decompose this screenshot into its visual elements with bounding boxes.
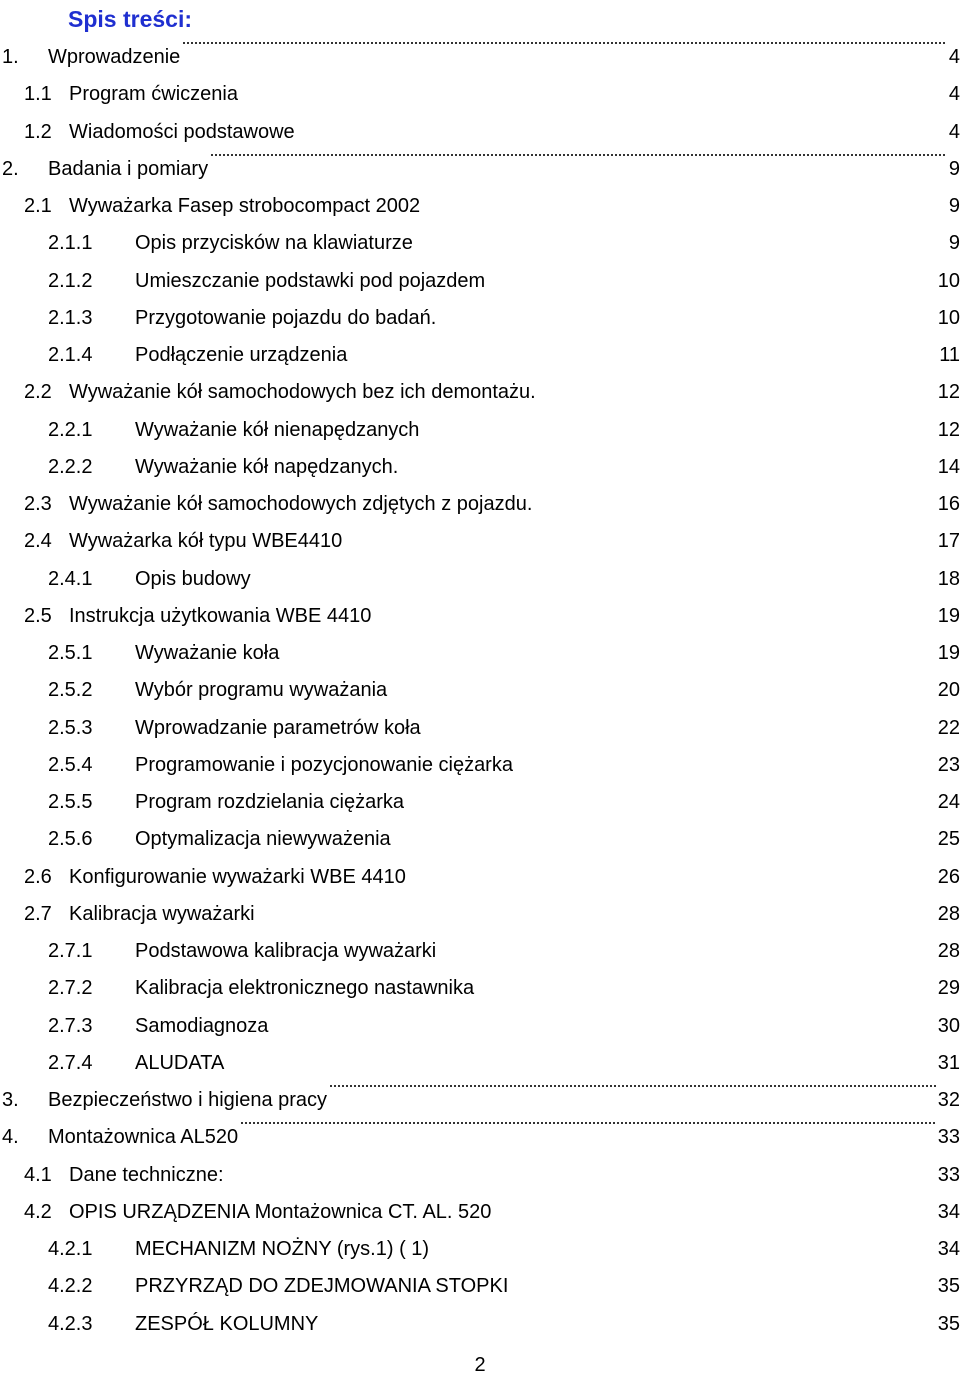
toc-entry-page: 26 [937, 865, 960, 888]
toc-entry-number: 2.7.4 [48, 1051, 93, 1074]
toc-entry[interactable] [0, 1085, 960, 1115]
toc-entry-page: 18 [937, 567, 960, 590]
toc-title: Spis treści: [68, 6, 192, 32]
toc-entry-title: Program rozdzielania ciężarka [135, 791, 405, 813]
toc-entry-number: 2.3 [24, 493, 52, 515]
toc-entry-number: 2.5.6 [48, 828, 93, 851]
toc-entry-number: 2.5 [24, 604, 52, 627]
toc-entry-title: Podłączenie urządzenia [135, 344, 348, 366]
toc-entry-number: 2.7.2 [48, 977, 93, 1000]
toc-entry-number: 2.1.1 [48, 232, 93, 255]
toc-entry-title: Kalibracja wyważarki [69, 902, 255, 925]
toc-entry-number: 4.2.1 [48, 1238, 93, 1260]
toc-entry[interactable] [0, 415, 960, 445]
toc-entry-page: 23 [937, 753, 960, 776]
toc-entry[interactable] [0, 824, 960, 854]
toc-entry-page: 35 [937, 1312, 960, 1335]
toc-entry-number: 2.5.3 [48, 716, 93, 739]
toc-entry[interactable] [0, 862, 960, 892]
toc-entry[interactable] [0, 452, 960, 482]
page-number: 2 [474, 1354, 486, 1376]
toc-entry-number: 2.1 [24, 195, 52, 217]
toc-entry-page: 20 [937, 679, 960, 702]
toc-entry-title: Wyważarka kół typu WBE4410 [69, 530, 343, 553]
toc-entry[interactable] [0, 340, 960, 370]
toc-entry-page: 16 [937, 493, 960, 515]
toc-entry[interactable] [0, 1309, 960, 1339]
toc-entry-title: Konfigurowanie wyważarki WBE 4410 [69, 865, 406, 888]
toc-entry[interactable] [0, 973, 960, 1003]
toc-entry-title: Montażownica AL520 [48, 1126, 239, 1149]
toc-entry[interactable] [0, 638, 960, 668]
toc-entry-title: Umieszczanie podstawki pod pojazdem [135, 269, 486, 292]
toc-entry[interactable] [0, 303, 960, 333]
toc-entry[interactable] [0, 675, 960, 705]
toc-entry-number: 2.1.4 [48, 344, 93, 366]
toc-entry-number: 2.5.4 [48, 753, 93, 776]
toc-entry[interactable] [0, 266, 960, 296]
toc-entry-title: OPIS URZĄDZENIA Montażownica CT. AL. 520 [69, 1200, 492, 1223]
toc-entry-title: Wybór programu wyważania [135, 679, 388, 702]
toc-entry-number: 4. [2, 1126, 19, 1149]
toc-entry-page: 32 [937, 1089, 960, 1111]
toc-entry-page: 31 [937, 1051, 960, 1074]
toc-entry-title: Program ćwiczenia [69, 83, 238, 106]
toc-entry-number: 2.7 [24, 902, 52, 925]
toc-entry[interactable] [0, 1122, 960, 1152]
toc-entry-page: 19 [937, 604, 960, 627]
toc-entry-number: 2.4.1 [48, 567, 93, 590]
toc-entry-number: 2.6 [24, 865, 52, 888]
toc-entry[interactable] [0, 936, 960, 966]
toc-entry-title: Wyważanie kół samochodowych bez ich demontażu. [69, 381, 536, 404]
toc-entry-title: Wprowadzenie [48, 46, 181, 68]
toc-entry-page: 28 [937, 902, 960, 925]
toc-entry[interactable] [0, 154, 960, 184]
toc-entry-page: 14 [937, 455, 960, 478]
toc-dot-leader [240, 1122, 936, 1124]
toc-entry-number: 2. [2, 157, 19, 180]
toc-entry[interactable] [0, 1160, 960, 1190]
toc-entry-page: 12 [937, 381, 960, 404]
toc-entry-page: 33 [937, 1126, 960, 1149]
toc-entry-number: 2.2.1 [48, 418, 93, 441]
toc-entry-title: PRZYRZĄD DO ZDEJMOWANIA STOPKI [135, 1275, 509, 1298]
toc-entry[interactable] [0, 787, 960, 817]
toc-entry-page: 33 [937, 1163, 960, 1186]
toc-entry-title: Dane techniczne: [69, 1163, 224, 1186]
toc-entry-title: Badania i pomiary [48, 157, 209, 180]
toc-entry-number: 2.2 [24, 381, 52, 404]
toc-entry[interactable] [0, 1197, 960, 1227]
toc-entry-number: 2.7.1 [48, 940, 93, 962]
toc-entry-page: 25 [937, 828, 960, 851]
toc-entry-title: Optymalizacja niewyważenia [135, 828, 391, 851]
toc-entry-page: 4 [948, 46, 960, 68]
toc-entry-title: Wyważarka Fasep strobocompact 2002 [69, 195, 421, 217]
toc-entry-number: 2.7.3 [48, 1014, 93, 1037]
toc-entry[interactable] [0, 601, 960, 631]
toc-entry-page: 34 [937, 1238, 960, 1260]
toc-entry[interactable] [0, 489, 960, 519]
toc-entry-title: Kalibracja elektronicznego nastawnika [135, 977, 475, 1000]
toc-entry-title: Wiadomości podstawowe [69, 120, 295, 143]
toc-entry-title: Opis przycisków na klawiaturze [135, 232, 413, 255]
toc-entry-page: 19 [937, 642, 960, 664]
toc-entry-page: 12 [937, 418, 960, 441]
toc-entry-number: 4.2.2 [48, 1275, 93, 1298]
toc-entry-number: 4.2 [24, 1200, 52, 1223]
toc-entry-title: Wyważanie kół napędzanych. [135, 455, 399, 478]
toc-entry[interactable] [0, 42, 960, 72]
toc-entry-page: 9 [948, 195, 960, 217]
toc-entry-number: 3. [2, 1089, 19, 1111]
toc-entry-title: MECHANIZM NOŻNY (rys.1) ( 1) [135, 1238, 430, 1260]
toc-entry-page: 24 [937, 791, 960, 813]
toc-entry-title: Programowanie i pozycjonowanie ciężarka [135, 753, 513, 776]
toc-entry-page: 9 [948, 157, 960, 180]
toc-entry[interactable] [0, 377, 960, 407]
toc-entry-number: 2.5.2 [48, 679, 93, 702]
toc-entry-title: Opis budowy [135, 567, 251, 590]
toc-entry-title: Wyważanie koła [135, 642, 280, 664]
toc-entry-page: 35 [937, 1275, 960, 1298]
toc-entry-page: 9 [948, 232, 960, 255]
toc-entry-number: 4.2.3 [48, 1312, 93, 1335]
toc-entry-title: Wprowadzanie parametrów koła [135, 716, 421, 739]
toc-entry-page: 29 [937, 977, 960, 1000]
toc-entry-title: ZESPÓŁ KOLUMNY [135, 1312, 319, 1335]
toc-entry-page: 4 [948, 83, 960, 106]
toc-entry-number: 1.1 [24, 83, 52, 106]
toc-entry[interactable] [0, 750, 960, 780]
toc-entry-title: Przygotowanie pojazdu do badań. [135, 306, 437, 329]
toc-entry-title: Wyważanie kół nienapędzanych [135, 418, 420, 441]
toc-entry[interactable] [0, 117, 960, 147]
toc-entry[interactable] [0, 564, 960, 594]
toc-entry-title: Samodiagnoza [135, 1014, 269, 1037]
toc-entry-number: 2.2.2 [48, 455, 93, 478]
toc-entry-page: 10 [937, 306, 960, 329]
toc-entry-title: ALUDATA [135, 1051, 225, 1074]
toc-entry-title: Instrukcja użytkowania WBE 4410 [69, 604, 372, 627]
toc-entry-title: Wyważanie kół samochodowych zdjętych z pojazdu. [69, 493, 533, 515]
toc-entry-page: 34 [937, 1200, 960, 1223]
toc-entry[interactable] [0, 1234, 960, 1264]
toc-entry[interactable] [0, 1011, 960, 1041]
toc-entry-page: 11 [939, 344, 960, 366]
toc-dot-leader [210, 154, 947, 156]
toc-entry-number: 4.1 [24, 1163, 52, 1186]
toc-entry[interactable] [0, 79, 960, 109]
toc-entry-page: 10 [937, 269, 960, 292]
toc-entry-page: 4 [948, 120, 960, 143]
toc-entry[interactable] [0, 1048, 960, 1078]
toc-entry-page: 30 [937, 1014, 960, 1037]
toc-entry-title: Bezpieczeństwo i higiena pracy [48, 1089, 328, 1111]
toc-entry-number: 2.1.2 [48, 269, 93, 292]
toc-entry-page: 28 [937, 940, 960, 962]
toc-entry[interactable] [0, 526, 960, 556]
toc-entry-number: 1. [2, 46, 19, 68]
toc-entry-number: 2.4 [24, 530, 52, 553]
toc-entry-number: 1.2 [24, 120, 52, 143]
toc-dot-leader [329, 1085, 936, 1087]
toc-entry[interactable] [0, 228, 960, 258]
toc-entry-page: 22 [937, 716, 960, 739]
toc-entry[interactable] [0, 191, 960, 221]
toc-entry-number: 2.5.5 [48, 791, 93, 813]
toc-entry-number: 2.1.3 [48, 306, 93, 329]
toc-entry-page: 17 [937, 530, 960, 553]
toc-entry[interactable] [0, 713, 960, 743]
toc-entry-title: Podstawowa kalibracja wyważarki [135, 940, 437, 962]
toc-dot-leader [182, 42, 947, 44]
toc-entry[interactable] [0, 1271, 960, 1301]
toc-entry-number: 2.5.1 [48, 642, 93, 664]
toc-entry[interactable] [0, 899, 960, 929]
